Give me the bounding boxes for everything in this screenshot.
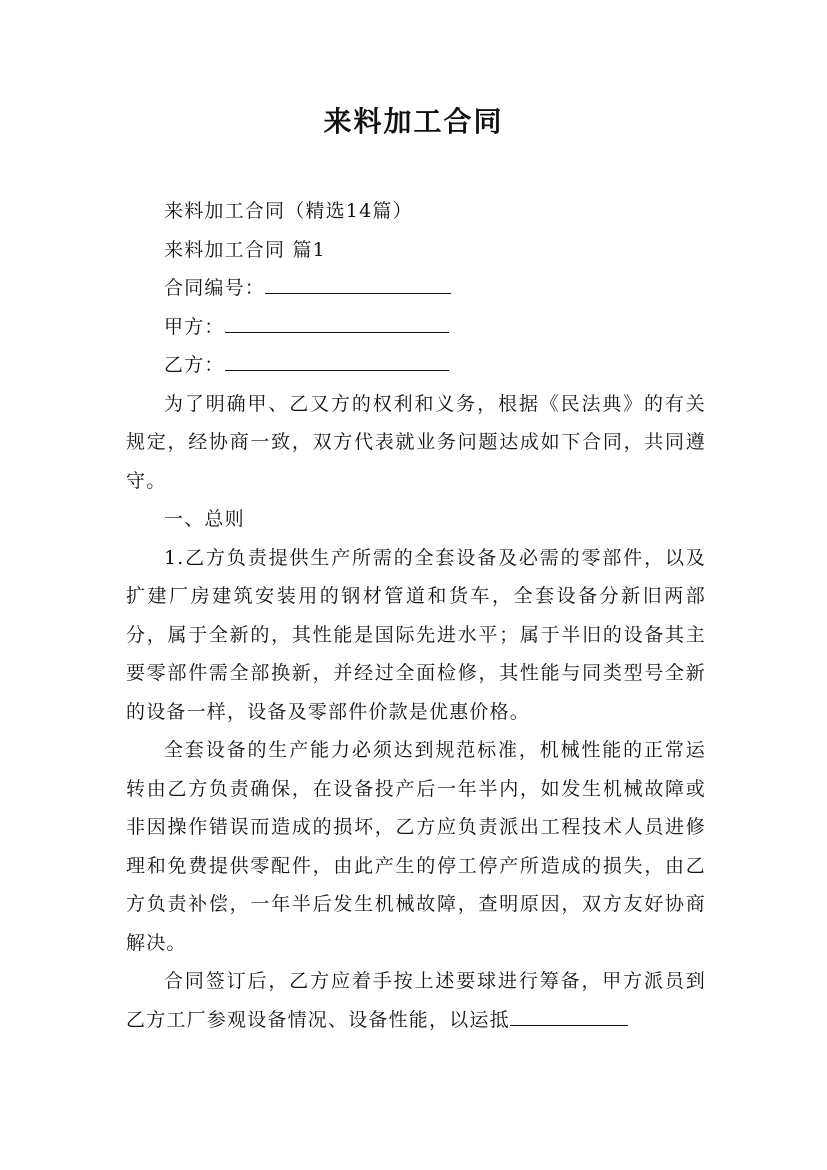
party-b-label: 乙方： [164, 354, 225, 376]
document-title: 来料加工合同 [323, 105, 504, 138]
intro-paragraph [126, 385, 706, 501]
party-b-line [126, 346, 706, 385]
section-heading [126, 231, 706, 270]
general-heading [126, 500, 706, 539]
after-sign-blank [510, 1005, 628, 1026]
clause-1-paragraph [126, 539, 706, 732]
document-body [126, 192, 706, 1039]
capacity-text: 全套设备的生产能力必须达到规范标准，机械性能的正常运转由乙方负责确保，在设备投产后一年半内，如发生机械故障或非因操作错误而造成的损坏，乙方应负责派出工程技术人员进修理和免费提供零配件，由此产生的停工停产所造成的损失，由乙方负责补偿，一年半后发生机械故障，查明原因，双方友好协商解决。 [126, 739, 706, 954]
intro-text: 为了明确甲、乙又方的权利和义务，根据《民法典》的有关规定，经协商一致，双方代表就业务问题达成如下合同，共同遵守。 [126, 392, 706, 492]
after-sign-paragraph [126, 962, 706, 1039]
section-heading-text: 来料加工合同 篇1 [164, 238, 326, 261]
after-sign-text: 合同签订后，乙方应着手按上述要球进行筹备，甲方派员到乙方工厂参观设备情况、设备性能，以运抵 [126, 970, 706, 1031]
party-b-blank [225, 350, 449, 371]
capacity-paragraph [126, 731, 706, 962]
contract-number-blank [265, 273, 451, 294]
contract-number-label: 合同编号： [164, 277, 266, 299]
subtitle-paragraph [126, 192, 706, 231]
subtitle-text: 来料加工合同（精选14篇） [164, 200, 413, 222]
party-a-line [126, 308, 706, 347]
party-a-label: 甲方： [164, 315, 225, 338]
contract-number-line [126, 269, 706, 308]
general-heading-text: 一、总则 [164, 508, 245, 530]
party-a-blank [225, 312, 449, 333]
clause-1-text: 1.乙方负责提供生产所需的全套设备及必需的零部件，以及扩建厂房建筑安装用的钢材管道和货车，全套设备分新旧两部分，属于全新的，其性能是国际先进水平；属于半旧的设备其主要零部件需全部换新，并经过全面检修，其性能与同类型号全新的设备一样，设备及零部件价款是优惠价格。 [126, 546, 706, 723]
